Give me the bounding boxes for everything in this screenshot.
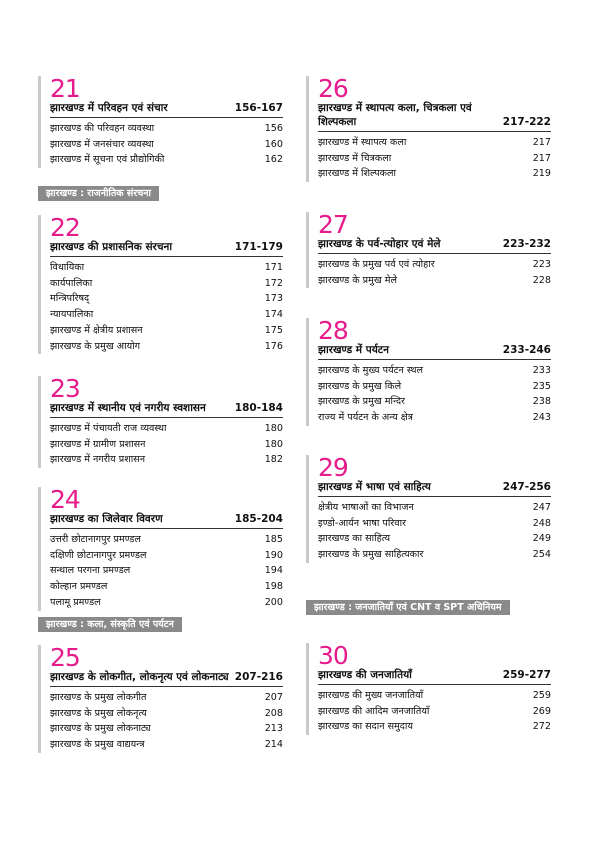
chapter-heading: [50, 512, 283, 529]
toc-entry: [318, 688, 551, 704]
toc-entry-page: 198: [264, 581, 283, 593]
toc-entry-page: 219: [532, 168, 551, 180]
chapter-page-range: 171-179: [234, 241, 283, 253]
toc-entry-page: 238: [532, 396, 551, 408]
toc-entry-title: झारखण्ड में सूचना एवं प्रौद्योगिकी: [50, 154, 165, 166]
toc-entry: [50, 339, 283, 355]
toc-entry-page: 248: [532, 517, 551, 529]
toc-entry-title: झारखण्ड में क्षेत्रीय प्रशासन: [50, 324, 143, 336]
chapter-side-bar: [306, 455, 309, 563]
toc-entry: [318, 257, 551, 273]
toc-entry-page: 233: [532, 365, 551, 376]
toc-entry-title: राज्य में पर्यटन के अन्य क्षेत्र: [318, 412, 413, 424]
chapter-number: 24: [50, 485, 80, 514]
toc-entry: [318, 135, 551, 151]
toc-entry: [50, 323, 283, 339]
toc-entry: [50, 706, 283, 722]
toc-entry: [50, 137, 283, 153]
toc-entry: [318, 151, 551, 167]
chapter-number: 23: [50, 374, 80, 403]
toc-entry-page: 185: [264, 534, 283, 545]
chapter-side-bar: [306, 318, 309, 426]
chapter-heading: [318, 480, 551, 497]
toc-entry: [318, 363, 551, 379]
chapter-number: 30: [318, 641, 348, 670]
section-band-tribes: झारखण्ड : जनजातियाँ एवं CNT व SPT अधिनियम: [306, 600, 510, 615]
toc-entry-title: न्यायपालिका: [50, 309, 94, 321]
toc-entry-title: झारखण्ड की मुख्य जनजातियाँ: [318, 690, 424, 701]
chapter-28: [306, 318, 551, 426]
chapter-page-range: 259-277: [502, 669, 551, 681]
toc-entry: [50, 260, 283, 276]
chapter-title: झारखण्ड के लोकगीत, लोकनृत्य एवं लोकनाट्य: [50, 671, 229, 683]
chapter-page-range: 217-222: [502, 116, 551, 128]
chapter-page-range: 185-204: [234, 513, 283, 525]
toc-entry: [318, 719, 551, 735]
toc-entry: [318, 531, 551, 547]
chapter-title: झारखण्ड की प्रशासनिक संरचना: [50, 241, 173, 253]
toc-entry-page: 176: [264, 340, 283, 352]
chapter-heading: [318, 668, 551, 685]
toc-entry-title: झारखण्ड के मुख्य पर्यटन स्थल: [318, 365, 424, 376]
toc-entry: [50, 152, 283, 168]
toc-entry-title: झारखण्ड के प्रमुख किले: [318, 380, 402, 392]
chapter-side-bar: [38, 645, 41, 753]
toc-entry-title: झारखण्ड में स्थापत्य कला: [318, 137, 407, 148]
toc-entry-title: झारखण्ड के प्रमुख आयोग: [50, 340, 141, 352]
chapter-page-range: 247-256: [502, 481, 551, 493]
toc-entry-page: 247: [532, 502, 551, 513]
chapter-21: [38, 76, 283, 168]
chapter-26: [306, 76, 551, 182]
toc-entry-page: 259: [532, 690, 551, 701]
toc-entry-title: झारखण्ड में शिल्पकला: [318, 168, 396, 180]
chapter-page-range: 233-246: [502, 344, 551, 356]
section-band-culture: झारखण्ड : कला, संस्कृति एवं पर्यटन: [38, 617, 182, 632]
toc-entry-title: झारखण्ड में जनसंचार व्यवस्था: [50, 138, 154, 150]
chapter-page-range: 207-216: [234, 671, 283, 683]
toc-entry: [50, 276, 283, 292]
toc-entry: [318, 166, 551, 182]
toc-entry-page: 207: [264, 692, 283, 703]
toc-entry: [318, 379, 551, 395]
toc-entry-title: दक्षिणी छोटानागपुर प्रमण्डल: [50, 549, 147, 561]
toc-entry-title: मन्त्रिपरिषद्: [50, 293, 90, 305]
toc-entry-title: इण्डो-आर्यन भाषा परिवार: [318, 517, 406, 529]
chapter-title: झारखण्ड का जिलेवार विवरण: [50, 513, 163, 525]
toc-entry-page: 173: [264, 293, 283, 305]
toc-entry-page: 269: [532, 705, 551, 717]
toc-entry-title: कोल्हान प्रमण्डल: [50, 581, 108, 593]
toc-entry-page: 223: [532, 259, 551, 270]
toc-entry-page: 249: [532, 533, 551, 545]
toc-entry-page: 228: [532, 274, 551, 286]
toc-entry-page: 208: [264, 707, 283, 719]
toc-entry-title: सन्थाल परगना प्रमण्डल: [50, 565, 131, 577]
chapter-23: [38, 376, 283, 468]
toc-entry: [50, 563, 283, 579]
toc-entry: [50, 690, 283, 706]
toc-entry-title: झारखण्ड में ग्रामीण प्रशासन: [50, 438, 146, 450]
toc-entry-title: कार्यपालिका: [50, 277, 93, 289]
toc-entry: [50, 579, 283, 595]
toc-entry-page: 194: [264, 565, 283, 577]
toc-entry: [50, 121, 283, 137]
toc-entry-page: 162: [264, 154, 283, 166]
toc-entry-title: झारखण्ड की परिवहन व्यवस्था: [50, 123, 155, 134]
chapter-heading: [50, 101, 283, 118]
chapter-30: [306, 643, 551, 735]
toc-entry: [318, 516, 551, 532]
chapter-title: झारखण्ड में भाषा एवं साहित्य: [318, 481, 431, 493]
chapter-page-range: 156-167: [234, 102, 283, 114]
chapter-title: झारखण्ड में स्थापत्य कला, चित्रकला एवं शिल्पकला: [318, 102, 472, 128]
chapter-side-bar: [306, 212, 309, 288]
section-band-politics: झारखण्ड : राजनीतिक संरचना: [38, 186, 159, 201]
toc-entry: [50, 437, 283, 453]
toc-entry: [50, 291, 283, 307]
toc-entry-page: 174: [264, 309, 283, 321]
chapter-title: झारखण्ड में परिवहन एवं संचार: [50, 102, 168, 114]
toc-entry-title: झारखण्ड में पंचायती राज व्यवस्था: [50, 423, 167, 434]
chapter-side-bar: [306, 76, 309, 182]
toc-entry-page: 160: [264, 138, 283, 150]
chapter-page-range: 223-232: [502, 238, 551, 250]
toc-entry-title: झारखण्ड के प्रमुख मेले: [318, 274, 398, 286]
toc-entry-page: 156: [264, 123, 283, 134]
toc-entry-page: 200: [264, 596, 283, 608]
chapter-page-range: 180-184: [234, 402, 283, 414]
chapter-number: 26: [318, 74, 348, 103]
chapter-heading: [318, 237, 551, 254]
chapter-number: 28: [318, 316, 348, 345]
chapter-title: झारखण्ड में स्थानीय एवं नगरीय स्वशासन: [50, 402, 206, 414]
chapter-title: झारखण्ड में पर्यटन: [318, 344, 389, 356]
toc-entry-title: पलामू प्रमण्डल: [50, 596, 101, 608]
toc-entry-page: 254: [532, 549, 551, 561]
chapter-number: 25: [50, 643, 80, 672]
chapter-number: 29: [318, 453, 348, 482]
toc-entry: [318, 394, 551, 410]
toc-entry-title: झारखण्ड के प्रमुख लोकनृत्य: [50, 707, 147, 719]
chapter-24: [38, 487, 283, 611]
chapter-title: झारखण्ड की जनजातियाँ: [318, 669, 412, 681]
toc-entry-page: 180: [264, 438, 283, 450]
chapter-side-bar: [38, 376, 41, 468]
toc-entry-title: झारखण्ड का साहित्य: [318, 533, 391, 545]
toc-entry: [50, 452, 283, 468]
chapter-title: झारखण्ड के पर्व-त्योहार एवं मेले: [318, 238, 441, 250]
chapter-side-bar: [38, 76, 41, 168]
toc-entry-title: क्षेत्रीय भाषाओं का विभाजन: [318, 502, 414, 513]
chapter-27: [306, 212, 551, 288]
toc-entry-title: विधायिका: [50, 262, 85, 273]
toc-entry: [318, 547, 551, 563]
chapter-side-bar: [38, 215, 41, 354]
toc-entry-title: झारखण्ड का सदान समुदाय: [318, 721, 413, 733]
chapter-heading: [50, 401, 283, 418]
toc-entry-page: 180: [264, 423, 283, 434]
toc-entry-page: 175: [264, 324, 283, 336]
toc-entry-title: झारखण्ड के प्रमुख लोकगीत: [50, 692, 147, 703]
toc-entry: [318, 410, 551, 426]
toc-entry-page: 272: [532, 721, 551, 733]
chapter-heading: [50, 670, 283, 687]
toc-entry-title: झारखण्ड के प्रमुख मन्दिर: [318, 396, 405, 408]
toc-entry: [50, 737, 283, 753]
toc-entry: [50, 421, 283, 437]
toc-entry: [50, 548, 283, 564]
toc-entry: [318, 500, 551, 516]
toc-entry: [50, 721, 283, 737]
toc-entry-title: झारखण्ड में चित्रकला: [318, 152, 392, 164]
toc-entry-page: 190: [264, 549, 283, 561]
toc-entry-page: 171: [264, 262, 283, 273]
chapter-heading: [318, 101, 551, 132]
chapter-29: [306, 455, 551, 563]
toc-entry-title: झारखण्ड में नगरीय प्रशासन: [50, 454, 146, 466]
chapter-number: 27: [318, 210, 348, 239]
chapter-side-bar: [38, 487, 41, 611]
toc-entry-title: झारखण्ड की आदिम जनजातियाँ: [318, 705, 430, 717]
toc-entry-page: 217: [532, 137, 551, 148]
toc-entry-page: 214: [264, 739, 283, 751]
toc-entry-page: 235: [532, 380, 551, 392]
toc-entry-title: उत्तरी छोटानागपुर प्रमण्डल: [50, 534, 141, 545]
toc-entry: [318, 273, 551, 289]
toc-entry-page: 213: [264, 723, 283, 735]
toc-entry: [318, 704, 551, 720]
toc-entry: [50, 532, 283, 548]
chapter-number: 22: [50, 213, 80, 242]
toc-entry-page: 182: [264, 454, 283, 466]
toc-entry-title: झारखण्ड के प्रमुख वाद्ययन्त्र: [50, 739, 145, 751]
chapter-22: [38, 215, 283, 354]
chapter-number: 21: [50, 74, 80, 103]
chapter-heading: [50, 240, 283, 257]
chapter-25: [38, 645, 283, 753]
chapter-heading: [318, 343, 551, 360]
toc-entry-title: झारखण्ड के प्रमुख साहित्यकार: [318, 549, 424, 561]
toc-entry-title: झारखण्ड के प्रमुख पर्व एवं त्योहार: [318, 259, 435, 270]
chapter-side-bar: [306, 643, 309, 735]
toc-entry-title: झारखण्ड के प्रमुख लोकनाट्य: [50, 723, 151, 735]
toc-entry-page: 243: [532, 412, 551, 424]
toc-entry: [50, 595, 283, 611]
toc-entry-page: 217: [532, 152, 551, 164]
toc-entry-page: 172: [264, 277, 283, 289]
toc-entry: [50, 307, 283, 323]
